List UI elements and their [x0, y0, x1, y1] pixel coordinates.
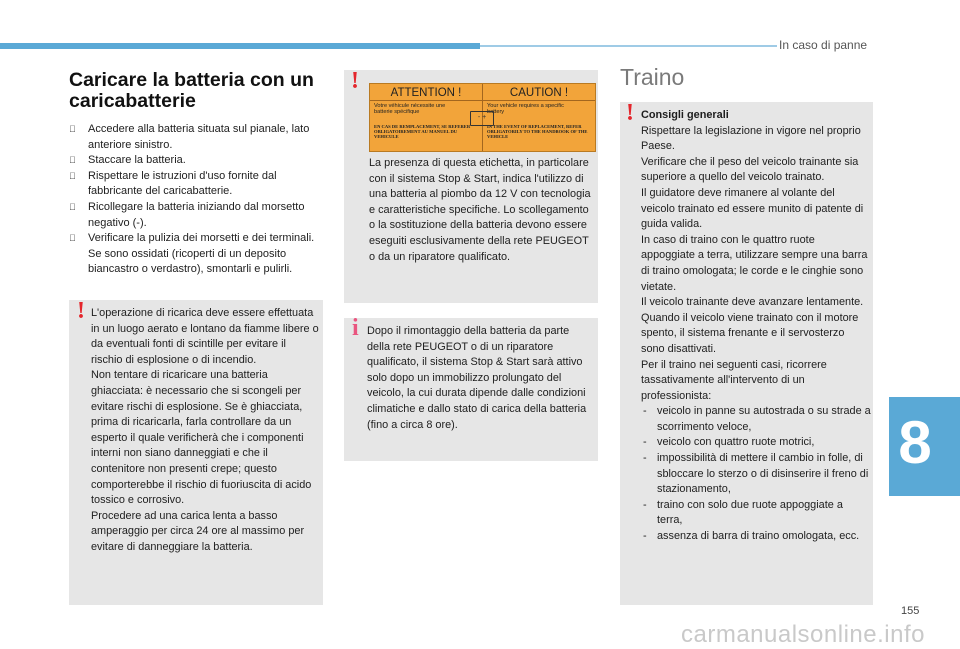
towing-paragraph: Verificare che il peso del veicolo trainante sia superiore a quello del veicolo trainato. [641, 155, 859, 184]
warning-paragraph: Non tentare di ricaricare una batteria ghiacciata: è necessario che si scongeli per evitare rischi di esplosione. Se è ghiacciata, prima di ricaricarla, farla controllare da un esperto il quale verificherà che i componenti interni non siano danneggiati e che il contenitore non presenti crepe; questo comporterebbe il rischio di fuoriuscita di acido tossico e corrosivo. [91, 369, 312, 507]
watermark: carmanualsonline.info [681, 621, 925, 648]
battery-charging-section [69, 70, 323, 278]
list-item: - impossibilità di mettere il cambio in folle, di sbloccare lo sterzo o di disinserire il freno di stazionamento, [643, 452, 869, 496]
warning-icon: ! [626, 100, 634, 126]
step-bullet-icon [69, 200, 76, 216]
label-head-right: CAUTION ! [509, 87, 569, 99]
header-rule [480, 45, 777, 47]
battery-warning-label [369, 83, 596, 152]
chapter-number: 8 [898, 409, 932, 476]
towing-title: Traino [620, 64, 685, 90]
section-title [69, 70, 323, 112]
stop-start-info-box [344, 315, 598, 461]
battery-label-box [344, 70, 598, 303]
list-item: - veicolo con quattro ruote motrici, [643, 436, 815, 449]
towing-paragraph: Il guidatore deve rimanere al volante del veicolo trainato ed essere munito di patente di guida valida. [641, 186, 864, 231]
list-item: - traino con solo due ruote appoggiate a terra, [643, 498, 843, 527]
warning-paragraph: Procedere ad una carica lenta a basso amperaggio per circa 24 ore al massimo per evitare di danneggiare la batteria. [91, 509, 305, 553]
warning-icon: ! [77, 298, 85, 324]
step-bullet-icon [69, 122, 76, 138]
towing-paragraph: Il veicolo trainante deve avanzare lentamente. [641, 296, 864, 309]
step-item: Ricollegare la batteria iniziando dal morsetto negativo (-). [69, 200, 323, 231]
page-number: 155 [901, 605, 920, 617]
warning-paragraph: L'operazione di ricarica deve essere effettuata in un luogo aerato e lontano da fiamme libere o da eventuali fonti di scintille per evitare il rischio di esplosione o di incendio. [91, 307, 319, 366]
info-icon: i [352, 315, 359, 341]
towing-paragraph: In caso di traino con le quattro ruote appoggiate a terra, utilizzare sempre una barra di traino omologata; le corde e le cinghie sono vietate. [641, 233, 868, 293]
step-item: Accedere alla batteria situata sul pianale, lato anteriore sinistro. [69, 122, 323, 153]
warning-icon: ! [351, 68, 359, 94]
label-bold-right: IN THE EVENT OF REPLACEMENT, REFER OBLIGATORILY TO THE HANDBOOK OF THE VEHICLE [487, 124, 588, 140]
towing-paragraph: Rispettare la legislazione in vigore nel proprio Paese. [641, 124, 861, 153]
section-title-line2: caricabatterie [69, 90, 196, 112]
charging-steps [69, 122, 323, 278]
step-bullet-icon [69, 231, 76, 247]
step-item: Staccare la batteria. [69, 153, 323, 169]
header-accent-bar [0, 43, 480, 49]
label-text-left: Votre véhicule nécessite une batterie spécifique [374, 103, 446, 116]
label-head-left: ATTENTION ! [390, 87, 462, 99]
step-bullet-icon [69, 153, 76, 169]
step-item: Rispettare le istruzioni d'uso fornite dal fabbricante del caricabatterie. [69, 169, 323, 200]
battery-icon: - + [470, 111, 494, 126]
step-bullet-icon [69, 169, 76, 185]
section-title-line1: Caricare la batteria con un [69, 69, 314, 91]
towing-advice-box [620, 102, 873, 605]
chapter-title: In caso di panne [779, 38, 868, 52]
list-item: - veicolo in panne su autostrada o su strade a scorrimento veloce, [643, 405, 871, 433]
label-bold-left: EN CAS DE REMPLACEMENT, SE REFERER OBLIGATOIREMENT AU MANUEL DU VEHICULE [374, 124, 471, 140]
towing-paragraph: Per il traino nei seguenti casi, ricorrere tassativamente all'intervento di un professionista: [641, 358, 827, 402]
step-item: Verificare la pulizia dei morsetti e dei terminali. Se sono ossidati (ricoperti di un deposito biancastro o verdastro), smontarli e pulirli. [69, 231, 323, 278]
charging-warning-box [69, 300, 323, 605]
towing-paragraph: Quando il veicolo viene trainato con il motore spento, il sistema frenante e il servosterzo sono disattivati. [641, 311, 859, 355]
label-explanation: La presenza di questa etichetta, in particolare con il sistema Stop & Start, indica l'utilizzo di una batteria al piombo da 12 V con tecnologia e caratteristiche specifiche. Lo scollegamento o la sostituzione della batteria devono essere eseguiti esclusivamente della rete PEUGEOT o da un riparatore qualificato. [369, 157, 591, 263]
label-text-right: Your vehicle requires a specific battery [487, 103, 564, 116]
box-title: Consigli generali [641, 109, 729, 121]
info-text: Dopo il rimontaggio della batteria da parte della rete PEUGEOT o di un riparatore qualificato, il sistema Stop & Start sarà attivo solo dopo un immobilizzo prolungato del veicolo, la cui durata dipende dalle condizioni climatiche e dallo stato di carica della batteria (fino a circa 8 ore). [367, 325, 587, 431]
list-item: - assenza di barra di traino omologata, ecc. [643, 530, 860, 543]
